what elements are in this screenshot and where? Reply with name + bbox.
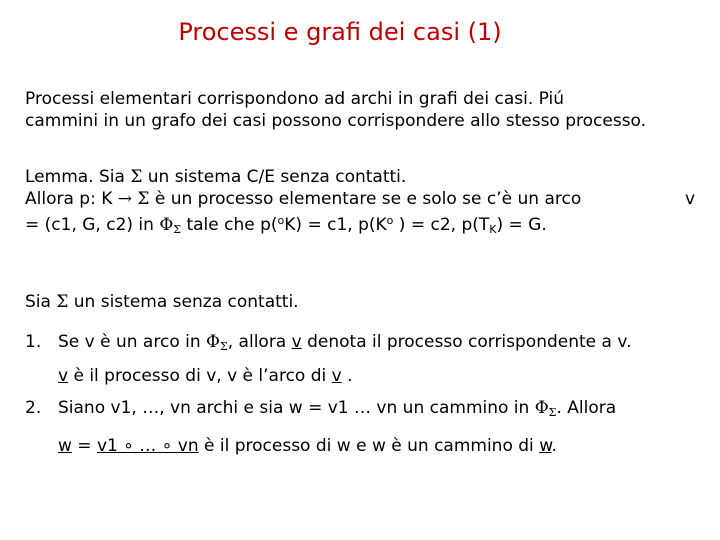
section-intro: Sia Σ un sistema senza contatti. <box>25 292 299 312</box>
arrow-symbol: → <box>117 189 133 209</box>
intro-line-2: cammini in un grafo dei casi possono corrispondere allo stesso processo. <box>25 111 647 131</box>
lemma-line-2: Allora p: K → Σ è un processo elementare se e solo se c’è un arco v <box>25 189 695 209</box>
intro-line-1: Processi elementari corrispondono ad archi in grafi dei casi. Piú <box>25 89 565 109</box>
lemma-line-1: Lemma. Sia Σ un sistema C/E senza contatti. <box>25 167 407 187</box>
intro-paragraph <box>25 88 646 132</box>
lemma-line-3: = (c1, G, c2) in $\Phi_\Sigma$ tale che p($^o$K) = c1, $p(K^o$ ) = c2, $p(T_K) = G$. <box>25 214 547 236</box>
phi-symbol: Φ <box>159 215 174 235</box>
item-1-line-2: v è il processo di v, v è l’arco di v . <box>58 366 353 386</box>
item-2-number: 2. <box>25 398 42 418</box>
item-1-line-1: Se v è un arco in $\Phi_\Sigma$, allora v denota il processo corrispondente a v. <box>58 332 632 353</box>
item-2-line-1: Siano v1, …, vn archi e sia w = v1 … vn un cammino in $\Phi_\Sigma$. Allora <box>58 398 617 419</box>
item-2-line-2: w = v1 ∘ … ∘ vn è il processo di w e w è un cammino di w. <box>58 436 557 456</box>
item-1-number: 1. <box>25 332 42 352</box>
lemma-paragraph <box>25 166 695 241</box>
sigma-symbol: Σ <box>130 167 143 187</box>
slide-title: Processi e grafi dei casi (1) <box>178 18 502 46</box>
lemma-v: v <box>684 189 695 209</box>
